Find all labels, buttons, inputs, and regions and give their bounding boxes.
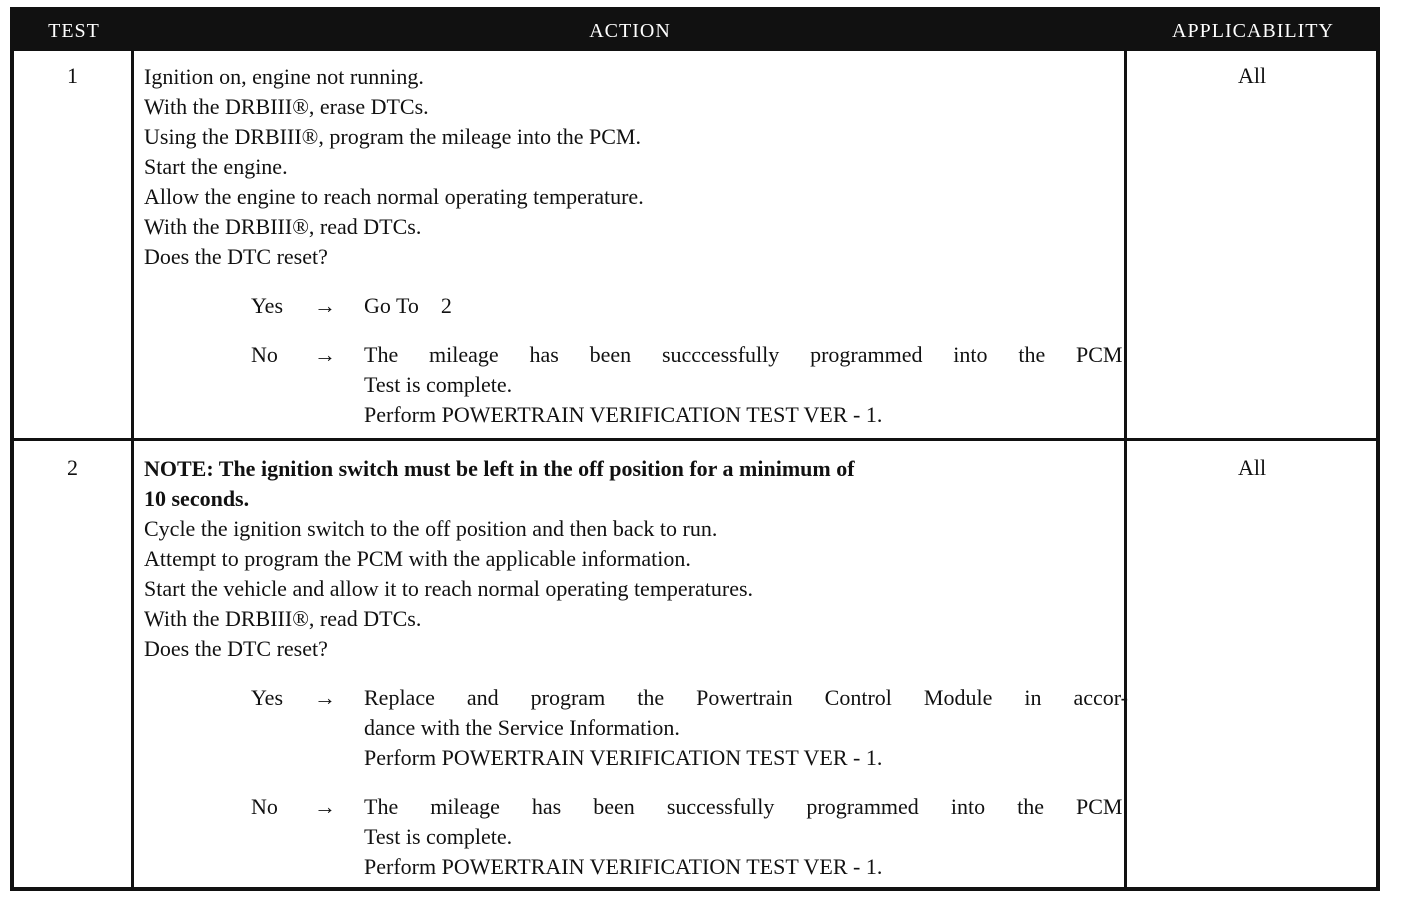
- header-action: ACTION: [589, 20, 671, 42]
- applicability-value: All: [1237, 455, 1267, 480]
- response-line: Perform POWERTRAIN VERIFICATION TEST VER - 1.: [364, 745, 883, 770]
- table-header: [14, 11, 1376, 51]
- response-line: Perform POWERTRAIN VERIFICATION TEST VER - 1.: [364, 402, 883, 427]
- no-response: [144, 792, 1128, 882]
- test-number: 2: [67, 455, 78, 480]
- no-label: No: [251, 794, 278, 819]
- row-divider: [14, 438, 1376, 441]
- action-step: Start the engine.: [144, 154, 288, 179]
- note-text: [144, 454, 1128, 514]
- action-step: With the DRBIII®, erase DTCs.: [144, 94, 429, 119]
- action-step: Allow the engine to reach normal operating temperature.: [144, 184, 644, 209]
- yes-response: [144, 683, 1128, 773]
- action-step: Using the DRBIII®, program the mileage into the PCM.: [144, 124, 641, 149]
- column-divider: [131, 51, 134, 891]
- arrow-icon: →: [314, 794, 336, 819]
- yes-label: Yes: [251, 293, 284, 318]
- response-line: The mileage has been succcessfully programmed into the PCM.: [364, 342, 1128, 367]
- action-step: Ignition on, engine not running.: [144, 64, 424, 89]
- action-step: Attempt to program the PCM with the applicable information.: [144, 546, 691, 571]
- response-line: Test is complete.: [364, 372, 513, 397]
- arrow-icon: →: [314, 342, 336, 367]
- response-line: Replace and program the Powertrain Control Module in accor-: [364, 685, 1128, 710]
- action-step: Does the DTC reset?: [144, 244, 328, 269]
- action-step: With the DRBIII®, read DTCs.: [144, 606, 422, 631]
- no-label: No: [251, 342, 278, 367]
- header-applicability: APPLICABILITY: [1172, 20, 1334, 42]
- note-line: NOTE: The ignition switch must be left in the off position for a minimum of: [144, 456, 855, 481]
- action-cell: [144, 62, 1128, 430]
- test-number: 1: [67, 63, 78, 88]
- no-response: [144, 340, 1128, 430]
- arrow-icon: →: [314, 685, 336, 710]
- note-line: 10 seconds.: [144, 486, 250, 511]
- action-step: Cycle the ignition switch to the off position and then back to run.: [144, 516, 718, 541]
- response-line: Go To 2: [364, 293, 452, 318]
- yes-label: Yes: [251, 685, 284, 710]
- action-step: Start the vehicle and allow it to reach normal operating temperatures.: [144, 576, 754, 601]
- response-line: Test is complete.: [364, 824, 513, 849]
- arrow-icon: →: [314, 293, 336, 318]
- response-line: Perform POWERTRAIN VERIFICATION TEST VER - 1.: [364, 854, 883, 879]
- action-cell: [144, 454, 1128, 882]
- applicability-value: All: [1237, 63, 1267, 88]
- yes-response: [144, 291, 1128, 321]
- response-line: dance with the Service Information.: [364, 715, 680, 740]
- header-test: TEST: [48, 20, 100, 42]
- action-step: Does the DTC reset?: [144, 636, 328, 661]
- action-step: With the DRBIII®, read DTCs.: [144, 214, 422, 239]
- response-line: The mileage has been successfully programmed into the PCM.: [364, 794, 1128, 819]
- diagnostic-test-table: [10, 7, 1380, 891]
